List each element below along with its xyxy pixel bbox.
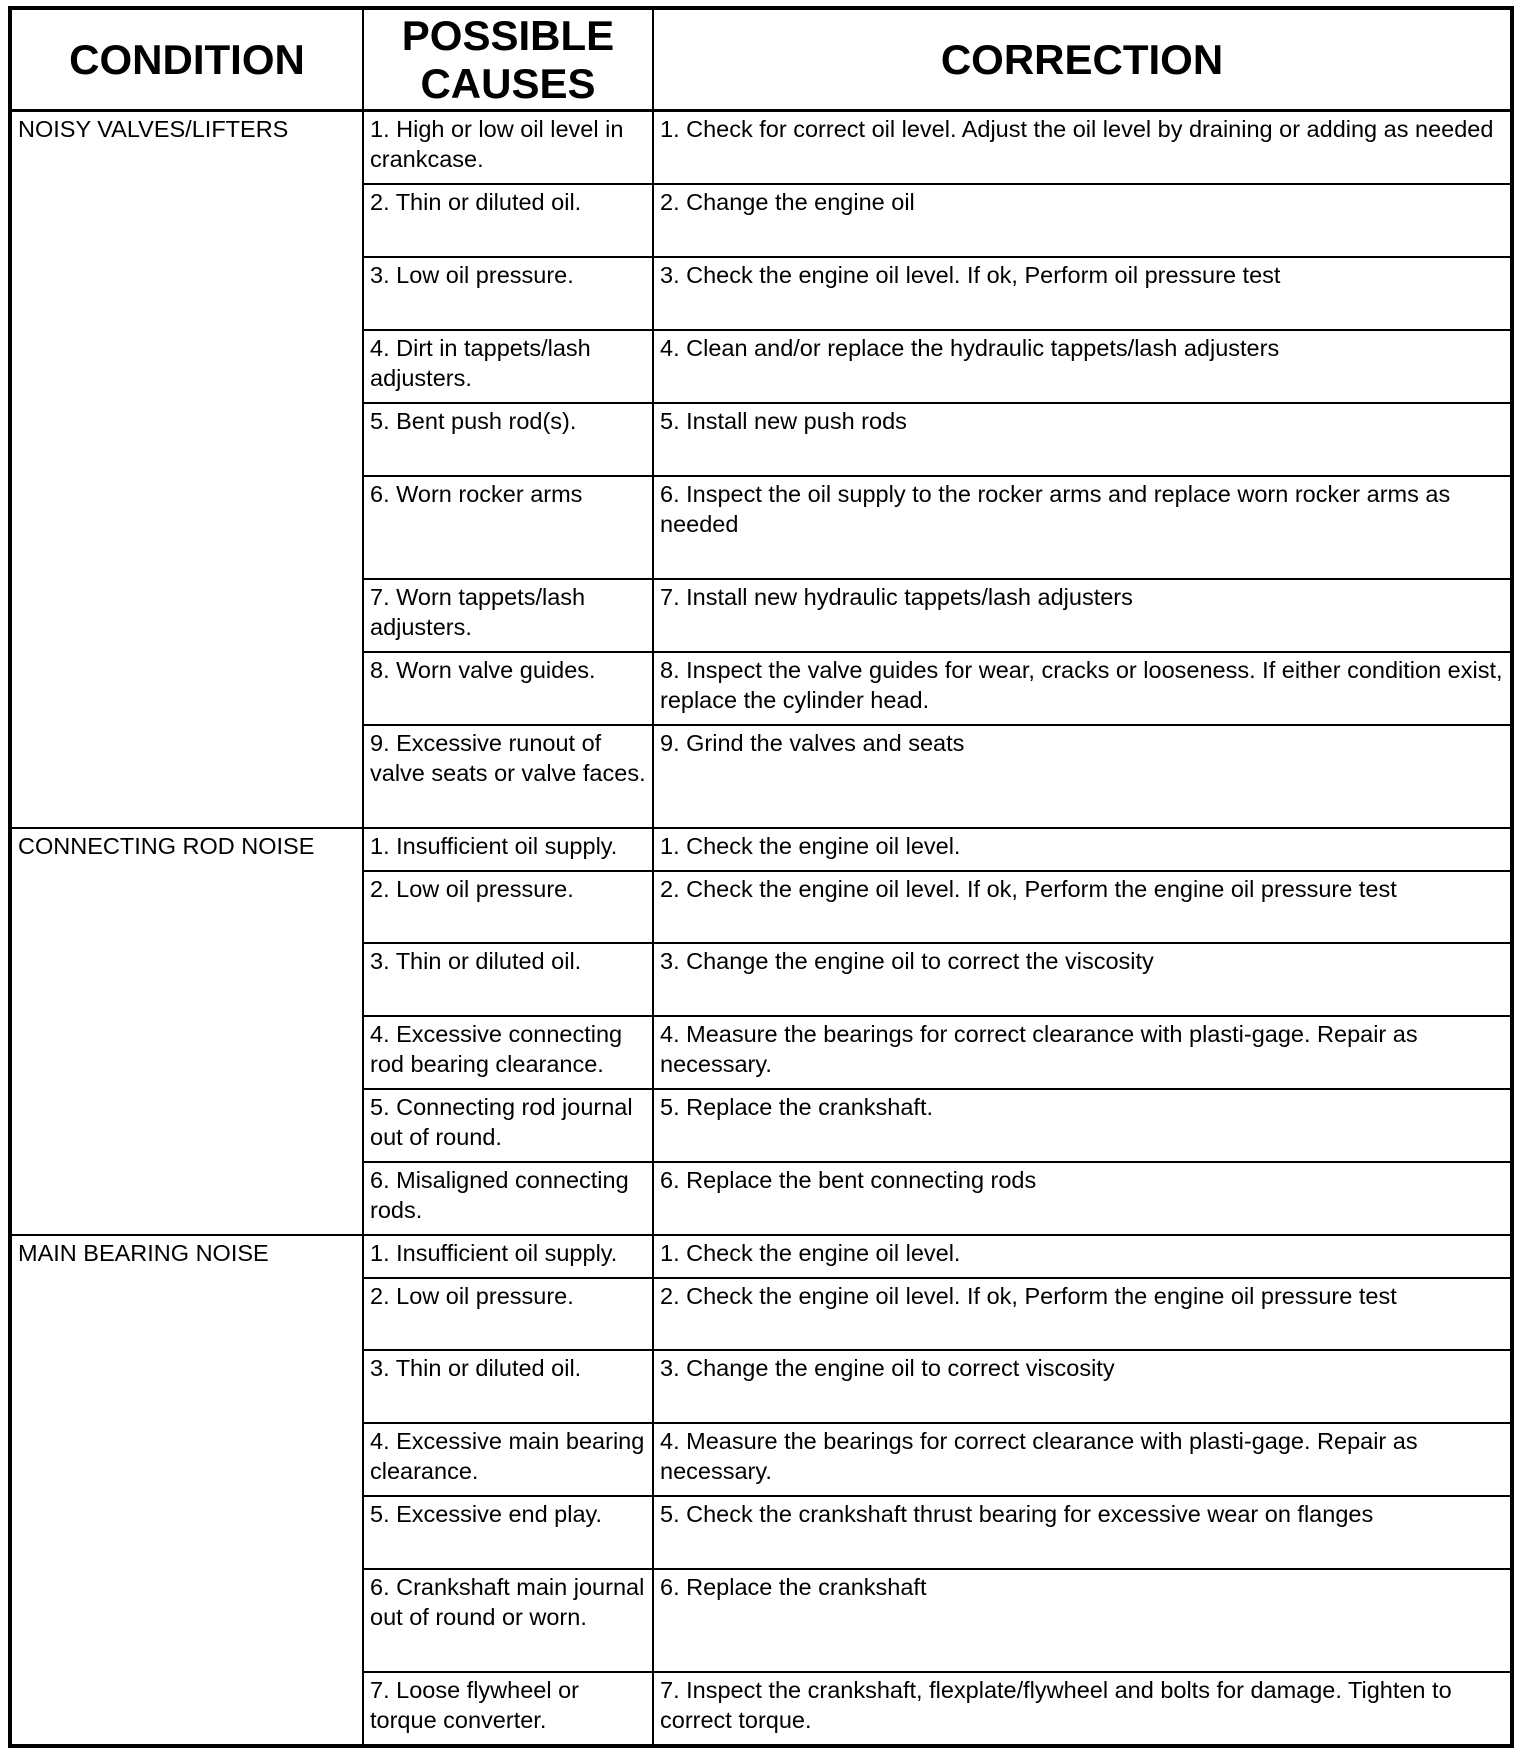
condition-cell: NOISY VALVES/LIFTERS bbox=[12, 111, 363, 828]
correction-cell: 5. Check the crankshaft thrust bearing for excessive wear on flanges bbox=[653, 1496, 1510, 1569]
cause-cell: 8. Worn valve guides. bbox=[363, 652, 653, 725]
cause-cell: 2. Low oil pressure. bbox=[363, 871, 653, 943]
cause-cell: 6. Crankshaft main journal out of round or worn. bbox=[363, 1569, 653, 1672]
correction-cell: 1. Check the engine oil level. bbox=[653, 1235, 1510, 1278]
cause-cell: 5. Connecting rod journal out of round. bbox=[363, 1089, 653, 1162]
correction-cell: 6. Replace the bent connecting rods bbox=[653, 1162, 1510, 1235]
correction-cell: 6. Inspect the oil supply to the rocker arms and replace worn rocker arms as needed bbox=[653, 476, 1510, 579]
cause-cell: 7. Worn tappets/lash adjusters. bbox=[363, 579, 653, 652]
cause-cell: 1. Insufficient oil supply. bbox=[363, 1235, 653, 1278]
cause-cell: 2. Low oil pressure. bbox=[363, 1278, 653, 1350]
header-correction: CORRECTION bbox=[653, 10, 1510, 111]
cause-cell: 6. Misaligned connecting rods. bbox=[363, 1162, 653, 1235]
correction-cell: 2. Change the engine oil bbox=[653, 184, 1510, 257]
table-body bbox=[12, 111, 1510, 1744]
diagnosis-table-frame bbox=[8, 6, 1514, 1748]
correction-cell: 3. Change the engine oil to correct viscosity bbox=[653, 1350, 1510, 1423]
correction-cell: 4. Measure the bearings for correct clearance with plasti-gage. Repair as necessary. bbox=[653, 1423, 1510, 1496]
correction-cell: 2. Check the engine oil level. If ok, Perform the engine oil pressure test bbox=[653, 1278, 1510, 1350]
correction-cell: 7. Install new hydraulic tappets/lash adjusters bbox=[653, 579, 1510, 652]
cause-cell: 7. Loose flywheel or torque converter. bbox=[363, 1672, 653, 1744]
cause-cell: 5. Bent push rod(s). bbox=[363, 403, 653, 476]
table-row bbox=[12, 111, 1510, 184]
cause-cell: 5. Excessive end play. bbox=[363, 1496, 653, 1569]
cause-cell: 2. Thin or diluted oil. bbox=[363, 184, 653, 257]
cause-cell: 1. High or low oil level in crankcase. bbox=[363, 111, 653, 184]
correction-cell: 5. Install new push rods bbox=[653, 403, 1510, 476]
table-row bbox=[12, 828, 1510, 871]
correction-cell: 1. Check the engine oil level. bbox=[653, 828, 1510, 871]
correction-cell: 9. Grind the valves and seats bbox=[653, 725, 1510, 828]
cause-cell: 6. Worn rocker arms bbox=[363, 476, 653, 579]
correction-cell: 5. Replace the crankshaft. bbox=[653, 1089, 1510, 1162]
cause-cell: 4. Dirt in tappets/lash adjusters. bbox=[363, 330, 653, 403]
cause-cell: 3. Low oil pressure. bbox=[363, 257, 653, 330]
correction-cell: 4. Measure the bearings for correct clearance with plasti-gage. Repair as necessary. bbox=[653, 1016, 1510, 1089]
condition-cell: CONNECTING ROD NOISE bbox=[12, 828, 363, 1235]
correction-cell: 7. Inspect the crankshaft, flexplate/flywheel and bolts for damage. Tighten to correct torque. bbox=[660, 1676, 1452, 1733]
cause-cell: 3. Thin or diluted oil. bbox=[363, 1350, 653, 1423]
cause-cell: 3. Thin or diluted oil. bbox=[363, 943, 653, 1016]
header-row bbox=[12, 10, 1510, 111]
correction-cell: 2. Check the engine oil level. If ok, Perform the engine oil pressure test bbox=[653, 871, 1510, 943]
correction-cell: 8. Inspect the valve guides for wear, cracks or looseness. If either condition exist, replace the cylinder head. bbox=[653, 652, 1510, 725]
cause-cell: 4. Excessive main bearing clearance. bbox=[363, 1423, 653, 1496]
correction-cell: 4. Clean and/or replace the hydraulic tappets/lash adjusters bbox=[653, 330, 1510, 403]
correction-cell: 1. Check for correct oil level. Adjust the oil level by draining or adding as needed bbox=[653, 111, 1510, 184]
correction-cell: 3. Change the engine oil to correct the viscosity bbox=[653, 943, 1510, 1016]
correction-cell: 3. Check the engine oil level. If ok, Perform oil pressure test bbox=[653, 257, 1510, 330]
correction-cell: 6. Replace the crankshaft bbox=[653, 1569, 1510, 1672]
cause-cell: 9. Excessive runout of valve seats or valve faces. bbox=[363, 725, 653, 828]
header-possible-causes: POSSIBLE CAUSES bbox=[363, 10, 653, 111]
table-row bbox=[12, 1235, 1510, 1278]
condition-cell: MAIN BEARING NOISE bbox=[12, 1235, 363, 1744]
diagnosis-table bbox=[12, 10, 1510, 1744]
cause-cell: 4. Excessive connecting rod bearing clearance. bbox=[363, 1016, 653, 1089]
cause-cell: 1. Insufficient oil supply. bbox=[363, 828, 653, 871]
header-condition: CONDITION bbox=[12, 10, 363, 111]
